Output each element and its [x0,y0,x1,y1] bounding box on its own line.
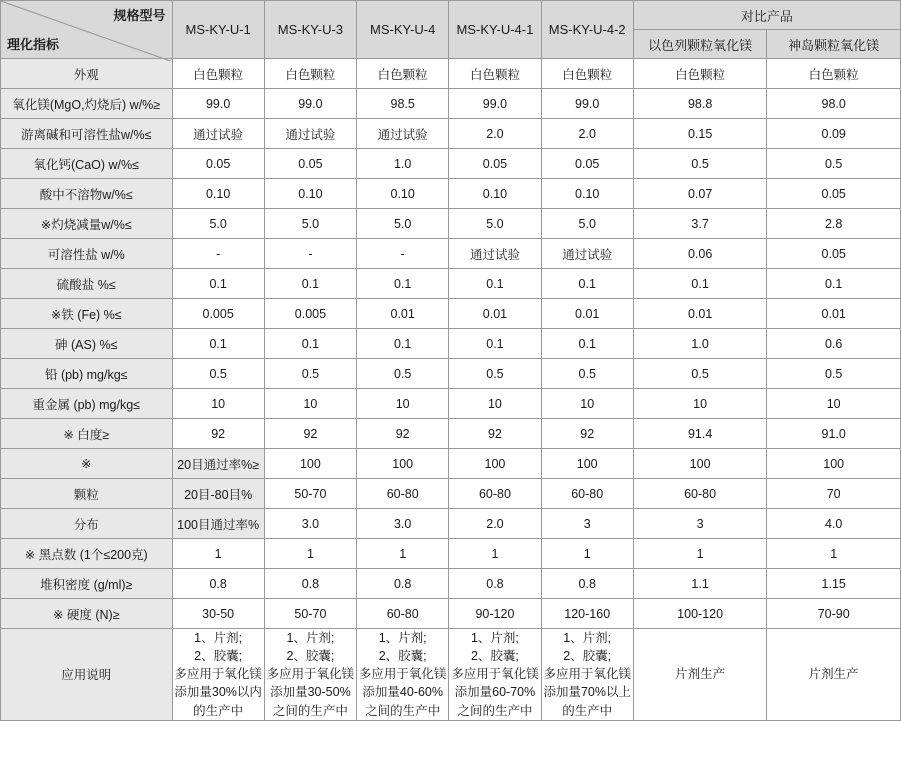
row-value: 100 [357,449,449,479]
row-value: 50-70 [264,479,356,509]
row-value: 100-120 [633,599,767,629]
row-label: 游离碱和可溶性盐w/%≤ [1,119,173,149]
row-value: 0.6 [767,329,901,359]
row-value: 120-160 [541,599,633,629]
row-value: 1 [264,539,356,569]
row-value: 0.1 [357,329,449,359]
row-label: 酸中不溶物w/%≤ [1,179,173,209]
row-label: 20目通过率%≥ [172,449,264,479]
application-value: 片剂生产 [633,629,767,721]
row-value: 91.0 [767,419,901,449]
row-value: 90-120 [449,599,541,629]
row-value: 60-80 [357,479,449,509]
row-label: 砷 (AS) %≤ [1,329,173,359]
row-value: 4.0 [767,509,901,539]
row-value: 92 [541,419,633,449]
row-value: 92 [357,419,449,449]
row-value: 0.5 [357,359,449,389]
table-row [1,509,901,539]
row-label: 100目通过率% [172,509,264,539]
row-value: 10 [172,389,264,419]
row-value: 0.1 [264,269,356,299]
table-row [1,179,901,209]
row-value: 2.0 [449,509,541,539]
row-value: 3 [541,509,633,539]
row-value: 白色颗粒 [541,59,633,89]
row-value: 0.5 [767,149,901,179]
table-header [1,1,901,59]
table-row [1,119,901,149]
row-value: 2.0 [449,119,541,149]
row-value: 99.0 [449,89,541,119]
header-corner-cell [1,1,173,59]
row-value: 92 [172,419,264,449]
row-label: 重金属 (pb) mg/kg≤ [1,389,173,419]
row-value: 0.15 [633,119,767,149]
row-value: 0.5 [633,149,767,179]
row-value: 0.01 [541,299,633,329]
row-value: 70 [767,479,901,509]
table-row [1,299,901,329]
table-row [1,59,901,89]
row-value: 0.1 [541,269,633,299]
row-value: 10 [541,389,633,419]
row-value: 0.1 [767,269,901,299]
row-value: 0.05 [264,149,356,179]
row-value: 98.0 [767,89,901,119]
row-value: 3.0 [264,509,356,539]
row-value: 0.05 [767,239,901,269]
row-value: 1 [767,539,901,569]
row-value: 92 [264,419,356,449]
row-value: 60-80 [541,479,633,509]
header-model-label: 规格型号 [113,8,166,23]
header-model-4: MS-KY-U-4-1 [449,1,541,59]
row-value: 通过试验 [541,239,633,269]
row-value: 0.10 [172,179,264,209]
row-value: 0.01 [767,299,901,329]
row-label: 硫酸盐 %≤ [1,269,173,299]
row-value: 0.005 [264,299,356,329]
row-value: 100 [264,449,356,479]
row-value: - [264,239,356,269]
row-label: 氧化钙(CaO) w/%≤ [1,149,173,179]
row-label: ※灼烧减量w/%≤ [1,209,173,239]
table-row [1,599,901,629]
table-row [1,449,901,479]
table-row [1,269,901,299]
row-value: 0.1 [449,269,541,299]
row-value: 0.01 [633,299,767,329]
row-value: 99.0 [264,89,356,119]
row-value: 91.4 [633,419,767,449]
header-model-3: MS-KY-U-4 [357,1,449,59]
row-value: 白色颗粒 [264,59,356,89]
row-value: 0.07 [633,179,767,209]
table-row [1,389,901,419]
table-row [1,149,901,179]
row-value: 10 [264,389,356,419]
row-label: 外观 [1,59,173,89]
table-row [1,89,901,119]
row-label: 铅 (pb) mg/kg≤ [1,359,173,389]
row-value: 0.8 [449,569,541,599]
application-value: 1、片剂; 2、胶囊; 多应用于氧化镁添加量40-60%之间的生产中 [357,629,449,721]
row-value: 99.0 [541,89,633,119]
row-value: 0.05 [172,149,264,179]
row-value: 0.5 [172,359,264,389]
row-value: 0.1 [172,269,264,299]
row-value: 1 [541,539,633,569]
table-row [1,479,901,509]
table-row [1,539,901,569]
row-value: 1 [172,539,264,569]
row-value: 2.8 [767,209,901,239]
row-value: 10 [357,389,449,419]
row-value: 0.5 [541,359,633,389]
row-value: 白色颗粒 [357,59,449,89]
row-value: 98.5 [357,89,449,119]
row-value: 0.1 [264,329,356,359]
header-index-label: 理化指标 [7,37,60,52]
row-value: 0.5 [767,359,901,389]
header-compare-2: 神岛颗粒氧化镁 [767,30,901,59]
row-value: 3.7 [633,209,767,239]
row-value: 0.06 [633,239,767,269]
row-value: 0.1 [541,329,633,359]
row-label: ※ 黑点数 (1个≤200克) [1,539,173,569]
application-value: 片剂生产 [767,629,901,721]
row-value: 92 [449,419,541,449]
row-value: - [357,239,449,269]
row-value: 0.1 [172,329,264,359]
row-value: 1 [357,539,449,569]
row-value: 0.09 [767,119,901,149]
row-value: 10 [449,389,541,419]
row-label: 堆积密度 (g/ml)≥ [1,569,173,599]
row-value: 0.1 [357,269,449,299]
particle-group-char-2: 颗粒 [1,479,173,509]
row-value: 0.5 [633,359,767,389]
row-value: 1.0 [357,149,449,179]
particle-group-char-3: 分布 [1,509,173,539]
row-value: 60-80 [449,479,541,509]
header-model-5: MS-KY-U-4-2 [541,1,633,59]
application-value: 1、片剂; 2、胶囊; 多应用于氧化镁添加量60-70%之间的生产中 [449,629,541,721]
row-value: 100 [767,449,901,479]
row-value: 0.10 [264,179,356,209]
row-value: 0.8 [541,569,633,599]
row-value: 3 [633,509,767,539]
row-value: 100 [633,449,767,479]
row-label: ※ 白度≥ [1,419,173,449]
row-value: 5.0 [449,209,541,239]
row-value: - [172,239,264,269]
row-value: 0.005 [172,299,264,329]
row-value: 1 [633,539,767,569]
header-compare-1: 以色列颗粒氧化镁 [633,30,767,59]
row-value: 100 [449,449,541,479]
row-value: 98.8 [633,89,767,119]
row-value: 白色颗粒 [633,59,767,89]
row-value: 0.8 [357,569,449,599]
row-value: 100 [541,449,633,479]
row-value: 30-50 [172,599,264,629]
row-value: 0.1 [633,269,767,299]
row-value: 通过试验 [172,119,264,149]
table-row [1,239,901,269]
row-value: 2.0 [541,119,633,149]
row-value: 0.8 [264,569,356,599]
row-value: 0.01 [357,299,449,329]
row-label: 氧化镁(MgO,灼烧后) w/%≥ [1,89,173,119]
row-value: 白色颗粒 [449,59,541,89]
row-label: ※ 硬度 (N)≥ [1,599,173,629]
application-value: 1、片剂; 2、胶囊; 多应用于氧化镁添加量70%以上的生产中 [541,629,633,721]
row-label: ※铁 (Fe) %≤ [1,299,173,329]
row-value: 0.01 [449,299,541,329]
row-value: 白色颗粒 [172,59,264,89]
row-value: 通过试验 [264,119,356,149]
table-row [1,329,901,359]
row-value: 0.10 [357,179,449,209]
row-value: 0.1 [449,329,541,359]
row-value: 通过试验 [357,119,449,149]
row-value: 0.05 [541,149,633,179]
application-value: 1、片剂; 2、胶囊; 多应用于氧化镁添加量30%以内的生产中 [172,629,264,721]
row-value: 0.5 [449,359,541,389]
row-value: 5.0 [357,209,449,239]
row-value: 白色颗粒 [767,59,901,89]
row-value: 5.0 [172,209,264,239]
table-body [1,59,901,721]
row-value: 0.10 [541,179,633,209]
row-value: 5.0 [264,209,356,239]
row-value: 60-80 [633,479,767,509]
application-value: 1、片剂; 2、胶囊; 多应用于氧化镁添加量30-50%之间的生产中 [264,629,356,721]
table-row [1,569,901,599]
header-model-1: MS-KY-U-1 [172,1,264,59]
row-value: 1.0 [633,329,767,359]
row-value: 0.8 [172,569,264,599]
row-value: 通过试验 [449,239,541,269]
row-label: 应用说明 [1,629,173,721]
table-row [1,359,901,389]
row-value: 0.05 [767,179,901,209]
application-row [1,629,901,721]
header-model-2: MS-KY-U-3 [264,1,356,59]
row-value: 0.05 [449,149,541,179]
row-value: 60-80 [357,599,449,629]
row-label: 20目-80目% [172,479,264,509]
row-value: 99.0 [172,89,264,119]
row-value: 1.15 [767,569,901,599]
row-value: 0.10 [449,179,541,209]
particle-group-char-1: ※ [1,449,173,479]
table-row [1,209,901,239]
row-label: 可溶性盐 w/% [1,239,173,269]
table-row [1,419,901,449]
row-value: 5.0 [541,209,633,239]
row-value: 50-70 [264,599,356,629]
row-value: 10 [767,389,901,419]
row-value: 70-90 [767,599,901,629]
row-value: 10 [633,389,767,419]
header-compare-group: 对比产品 [633,1,900,30]
row-value: 1.1 [633,569,767,599]
row-value: 3.0 [357,509,449,539]
row-value: 1 [449,539,541,569]
row-value: 0.5 [264,359,356,389]
